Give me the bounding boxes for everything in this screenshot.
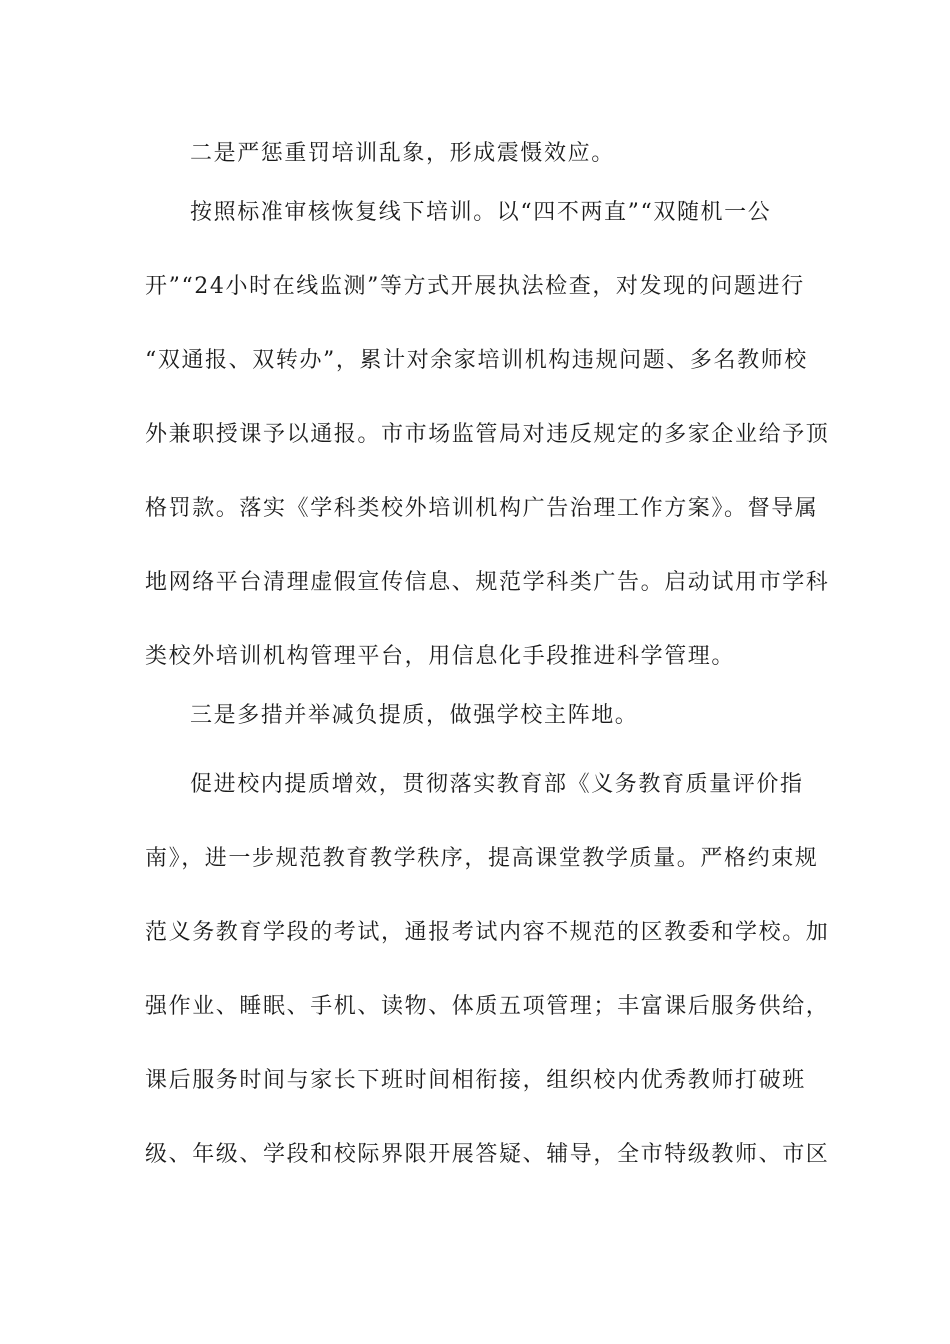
paragraph-line: 外兼职授课予以通报。市市场监管局对违反规定的多家企业给予顶: [145, 422, 830, 447]
paragraph-line: 强作业、睡眠、手机、读物、体质五项管理；丰富课后服务供给，: [145, 994, 830, 1019]
paragraph-line: 促进校内提质增效，贯彻落实教育部《义务教育质量评价指: [190, 772, 804, 797]
paragraph-line: 开”“24小时在线监测”等方式开展执法检查，对发现的问题进行: [145, 274, 805, 299]
paragraph-line: 级、年级、学段和校际界限开展答疑、辅导，全市特级教师、市区: [145, 1142, 830, 1167]
heading-line-2: 二是严惩重罚培训乱象，形成震慑效应。: [190, 141, 615, 166]
heading-line-3: 三是多措并举减负提质，做强学校主阵地。: [190, 703, 639, 728]
paragraph-line: 类校外培训机构管理平台，用信息化手段推进科学管理。: [145, 644, 736, 669]
paragraph-line: 南》，进一步规范教育教学秩序，提高课堂教学质量。严格约束规: [145, 846, 819, 871]
paragraph-line: “双通报、双转办”，累计对余家培训机构违规问题、多名教师校: [145, 348, 808, 373]
paragraph-line: 范义务教育学段的考试，通报考试内容不规范的区教委和学校。加: [145, 920, 830, 945]
paragraph-line: 格罚款。落实《学科类校外培训机构广告治理工作方案》。督导属: [145, 496, 819, 521]
paragraph-line: 地网络平台清理虚假宣传信息、规范学科类广告。启动试用市学科: [145, 570, 830, 595]
paragraph-line: 按照标准审核恢复线下培训。以“四不两直”“双随机一公: [190, 200, 772, 225]
paragraph-line: 课后服务时间与家长下班时间相衔接，组织校内优秀教师打破班: [145, 1068, 806, 1093]
